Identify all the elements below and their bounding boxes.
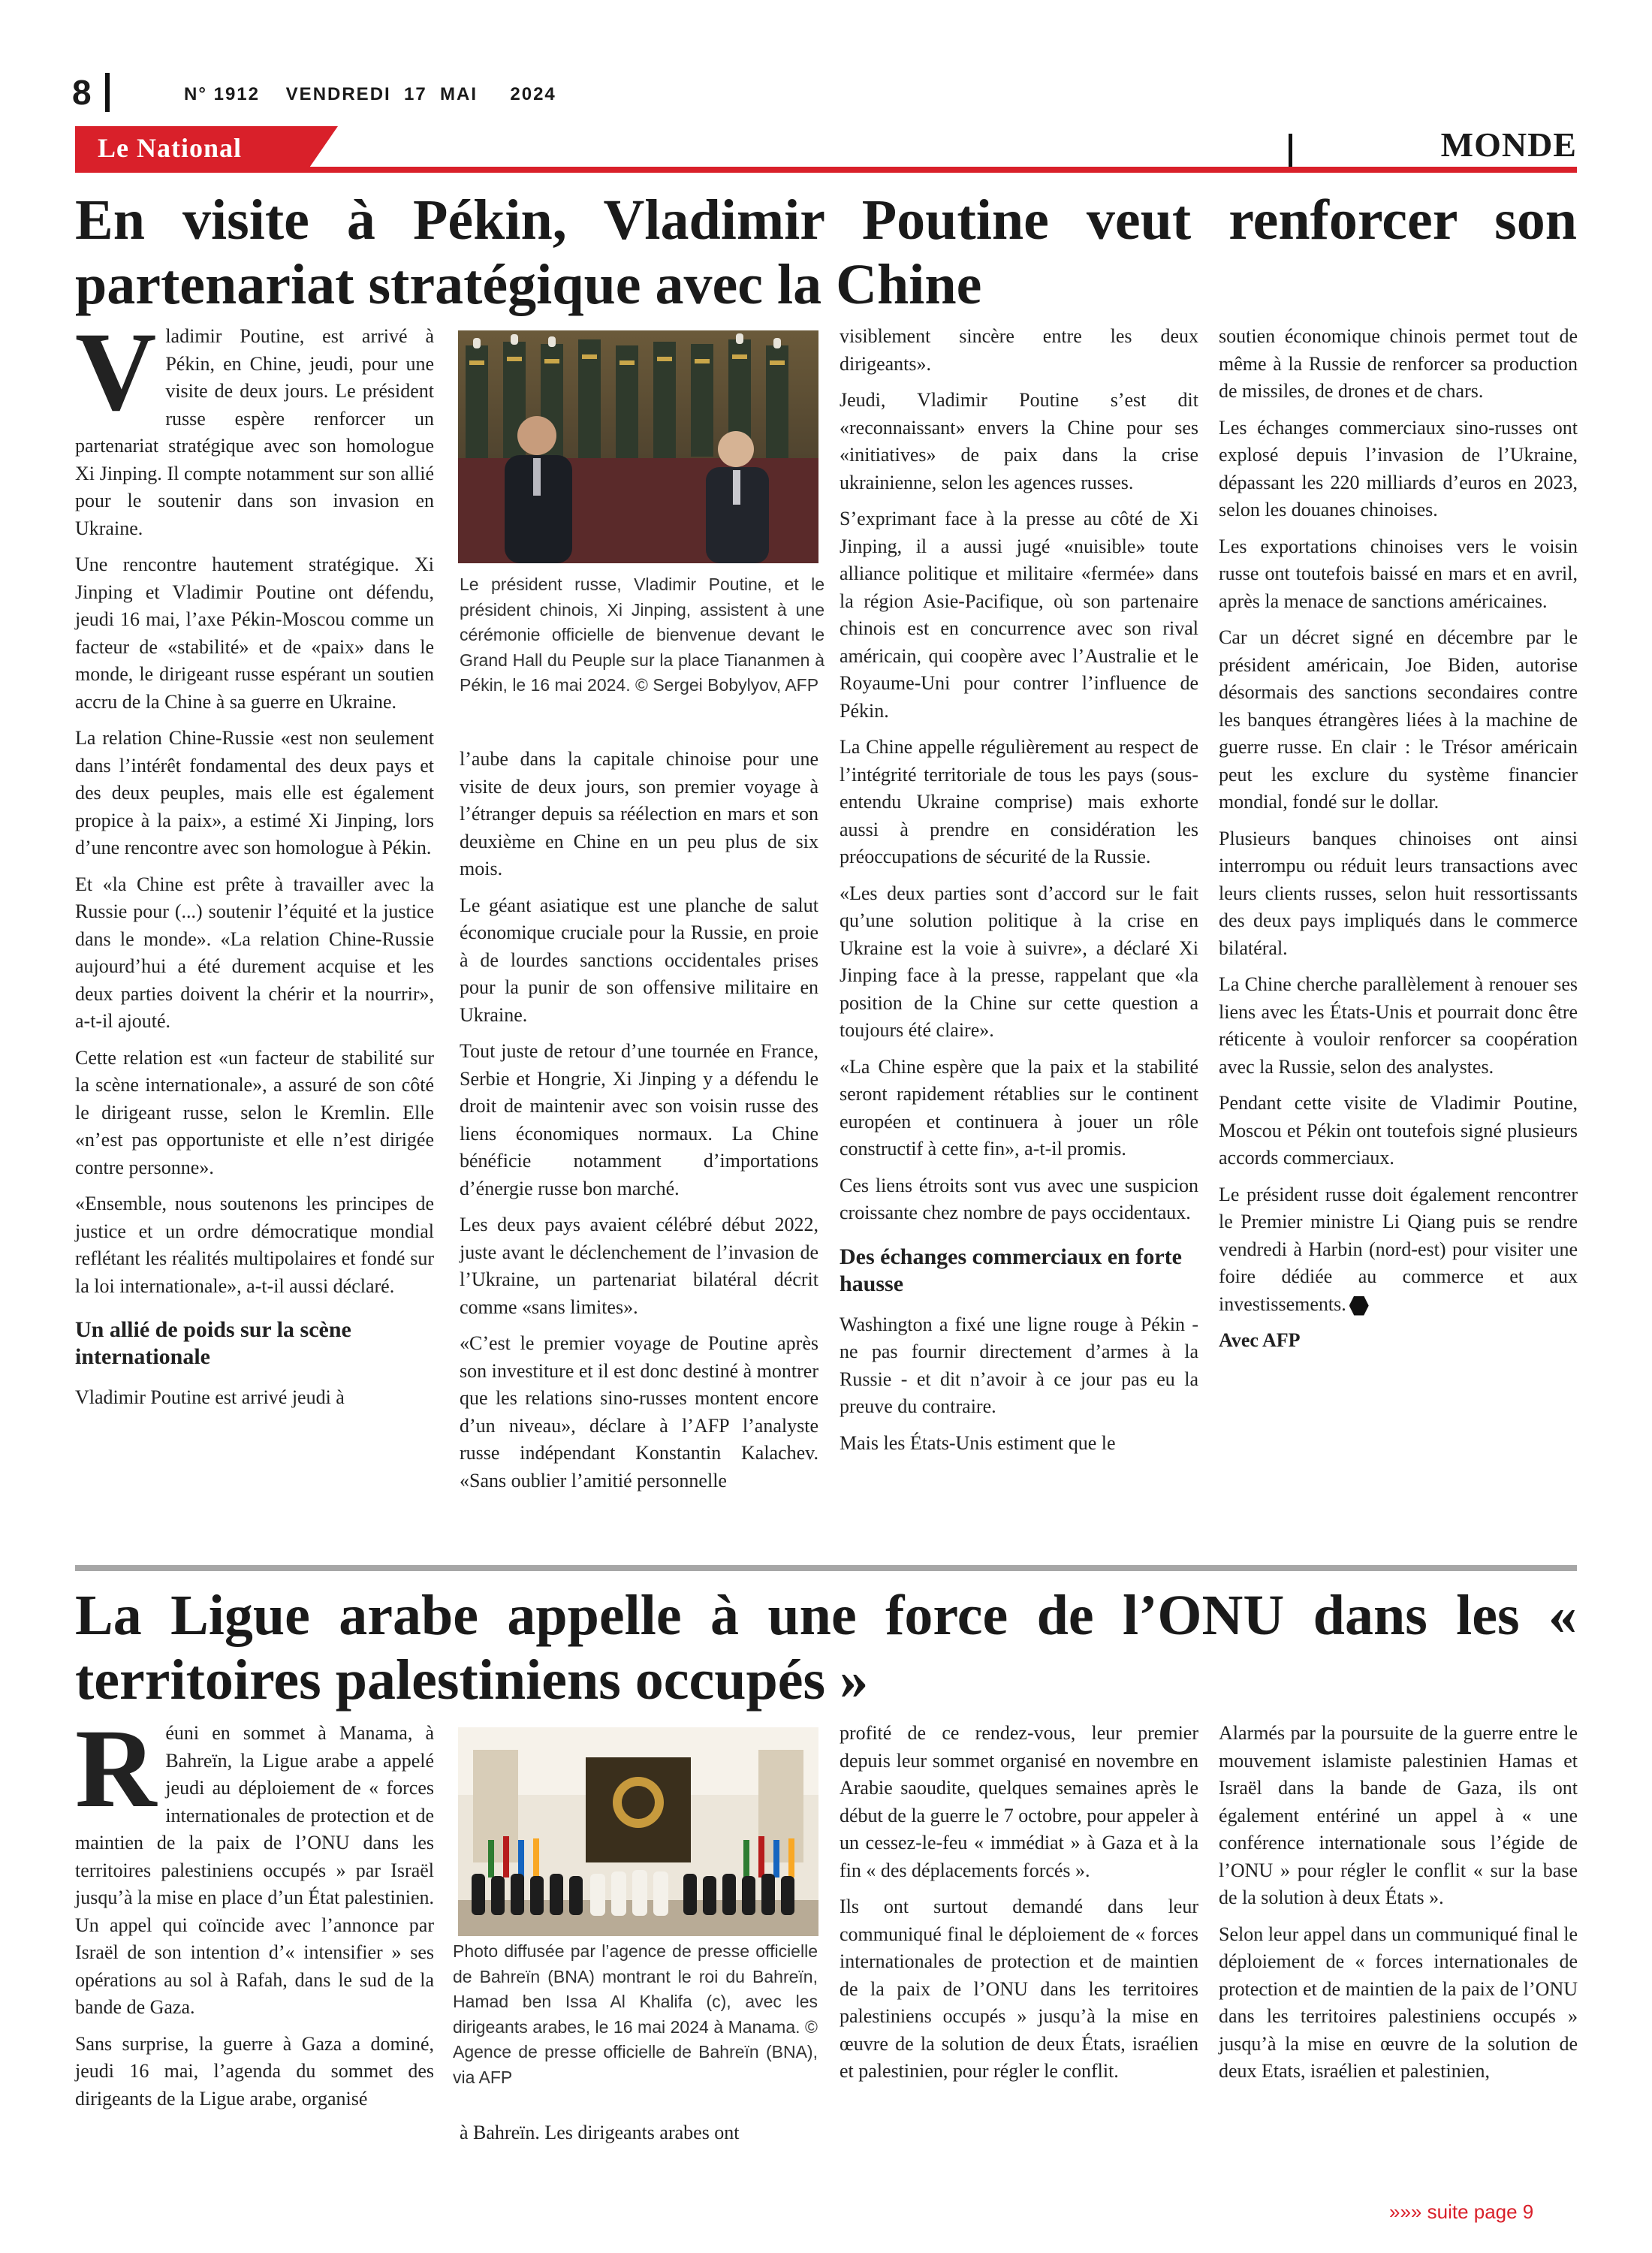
paragraph: Les échanges commerciaux sino-russes ont explosé depuis l’invasion de l’Ukraine, dépassant les 220 milliards d’euros en 2023, selon les douanes chinoises. <box>1219 416 1578 520</box>
paragraph: Le président russe doit également rencontrer le Premier ministre Li Qiang puis se rendre vendredi à Harbin (nord-est) pour visiter une foire dédiée au commerce et aux investissements. <box>1219 1183 1578 1315</box>
article2-column-4 <box>1219 1720 1578 2095</box>
brand-banner-tip <box>308 126 338 170</box>
paragraph: La Chine cherche parallèlement à renouer ses liens avec les États-Unis et pourrait donc être réticente à vouloir renforcer sa coopération avec la Russie, selon des analystes. <box>1219 973 1578 1078</box>
continued-on-page-link[interactable]: »»» suite page 9 <box>1389 2200 1534 2223</box>
paragraph: Selon leur appel dans un communiqué final le déploiement de « forces internationales de protection et de maintien de la paix de l’ONU dans les territoires palestiniens occupés » jusqu’à la mise en œuvre de la solution de deux Etats, israélien et palestinien, <box>1219 1923 1578 2082</box>
page-number: 8 <box>72 73 92 112</box>
article1-lead: Vladimir Poutine, est arrivé à Pékin, en Chine, jeudi, pour une visite de deux jours. Le président russe espère renforcer un partenariat stratégique avec son homologue Xi Jinping. Il compte notamment sur son allié pour le soutenir dans son invasion en Ukraine. <box>75 309 434 539</box>
paragraph: Jeudi, Vladimir Poutine s’est dit «reconnaissant» envers la Chine pour ses «initiatives» de paix dans la crise ukrainienne, selon les agences russes. <box>840 389 1198 493</box>
paragraph: «La Chine espère que la paix et la stabilité seront rapidement rétablies sur le continent européen et continuera à jouer un rôle constructif à cette fin», a-t-il promis. <box>840 1055 1198 1160</box>
paragraph: Pendant cette visite de Vladimir Poutine, Moscou et Pékin ont toutefois signé plusieurs accords commerciaux. <box>1219 1092 1578 1169</box>
ceremony-photo-illustration <box>458 330 818 563</box>
article2-headline: La Ligue arabe appelle à une force de l’ONU dans les « territoires palestiniens occupés » <box>75 1584 1577 1712</box>
paragraph: Ils ont surtout demandé dans leur communiqué final le déploiement de « forces internationales de protection et de maintien de la paix de l’ONU dans les territoires palestiniens occupés » jusqu’à la mise en œuvre de la solution de deux États, israélien et palestinien, pour régler le conflit. <box>840 1896 1198 2082</box>
article1-subhead-2: Des échanges commerciaux en forte hausse <box>840 1244 1182 1296</box>
paragraph: S’exprimant face à la presse au côté de Xi Jinping, il a aussi jugé «nuisible» toute alliance politique et militaire «fermée» dans la région Asie-Pacifique, où son partenaire chinois est en concurrence avec son rival américain, qui coopère avec l’Australie et le Royaume-Uni pour contrer l’influence de Pékin. <box>840 508 1198 722</box>
article1-column-2 <box>460 746 818 1504</box>
article2-photo <box>458 1727 818 1936</box>
paragraph: «Les deux parties sont d’accord sur le fait qu’une solution politique à la crise en Ukraine est la voie à suivre», a déclaré Xi Jinping face à la presse, rappelant que «la position de la Chine sur cette question a toujours été claire». <box>840 882 1198 1041</box>
paragraph: Mais les États-Unis estiment que le <box>840 1431 1116 1454</box>
header-rule <box>75 167 1577 173</box>
paragraph: Washington a fixé une ligne rouge à Pékin - ne pas fournir directement d’armes à la Russie - et dit n’avoir à ce jour pas eu la preuve du contraire. <box>840 1313 1198 1417</box>
article1-headline: En visite à Pékin, Vladimir Poutine veut renforcer son partenariat stratégique avec la Chine <box>75 189 1577 316</box>
paragraph: Le géant asiatique est une planche de salut économique cruciale pour la Russie, en proie à de lourdes sanctions occidentales prises pour la punir de son offensive militaire en Ukraine. <box>460 894 818 1026</box>
summit-photo-illustration <box>458 1727 818 1936</box>
paragraph: Et «la Chine est prête à travailler avec la Russie pour (...) soutenir l’équité et la justice dans le monde». «La relation Chine-Russie aujourd’hui a été durement acquise et les deux parties doivent la chérir et la nourrir», a-t-il ajouté. <box>75 873 434 1032</box>
article1-column-1 <box>75 309 434 1421</box>
section-name: MONDE <box>1440 125 1577 164</box>
paragraph: La Chine appelle régulièrement au respect de l’intégrité territoriale de tous les pays (sous-entendu Ukraine comprise) mais exhorte aussi à prendre en considération les préoccupations de sécurité de la Russie. <box>840 736 1198 867</box>
article1-subhead-1: Un allié de poids sur la scène internationale <box>75 1317 351 1369</box>
section-divider <box>1289 134 1292 167</box>
paragraph: Alarmés par la poursuite de la guerre entre le mouvement islamiste palestinien Hamas et Israël dans la bande de Gaza, ils ont également entériné un appel à « une conférence internationale sous l’égide de l’ONU » pour régler le conflit « sur la base de la solution à deux États ». <box>1219 1722 1578 1908</box>
article2-column-1 <box>75 1706 434 2122</box>
paragraph: Ces liens étroits sont vus avec une suspicion croissante chez nombre de pays occidentaux. <box>840 1174 1198 1223</box>
article1-author: Avec AFP <box>1219 1329 1301 1351</box>
article2-dropcap: R <box>75 1706 157 1831</box>
paragraph: Tout juste de retour d’une tournée en France, Serbie et Hongrie, Xi Jinping y a défendu le droit de maintenir avec son voisin russe des liens économiques normaux. La Chine bénéficie notamment d’importations d’énergie russe bon marché. <box>460 1040 818 1199</box>
paragraph: soutien économique chinois permet tout de même à la Russie de renforcer sa production de missiles, de drones et de chars. <box>1219 325 1578 402</box>
article-separator <box>75 1565 1577 1571</box>
article1-photo <box>458 330 818 563</box>
paragraph: Les exportations chinoises vers le voisin russe ont toutefois baissé en mars et en avril, après la menace de sanctions américaines. <box>1219 535 1578 612</box>
article2-photo-caption: Photo diffusée par l’agence de presse officielle de Bahreïn (BNA) montrant le roi du Bahreïn, Hamad ben Issa Al Khalifa (c), avec les dirigeants arabes, le 16 mai 2024 à Manama. © Agence de presse officielle de Bahreïn (BNA), via AFP <box>453 1941 818 2087</box>
issue-date <box>184 84 556 105</box>
paragraph: profité de ce rendez-vous, leur premier depuis leur sommet organisé en novembre en Arabie saoudite, quelques semaines après le début de la guerre le 7 octobre, pour appeler à un cessez-le-feu « immédiat » à Gaza et à la fin « des déplacements forcés ». <box>840 1722 1198 1881</box>
paragraph: Cette relation est «un facteur de stabilité sur la scène internationale», a assuré de son côté le dirigeant russe, selon le Kremlin. Elle «n’est pas opportuniste et elle n’est dirigée contre personne». <box>75 1046 434 1178</box>
paragraph: La relation Chine-Russie «est non seulement dans l’intérêt fondamental des deux pays et des deux peuples, mais elle est également propice à la paix», a estimé Xi Jinping, lors d’une rencontre avec son homologue à Pékin. <box>75 727 434 858</box>
article1-column-3 <box>840 323 1198 1466</box>
article1-column-4 <box>1219 323 1578 1364</box>
paragraph: Sans surprise, la guerre à Gaza a dominé, jeudi 16 mai, l’agenda du sommet des dirigeants de la Ligue arabe, organisé <box>75 2032 434 2110</box>
article1-photo-caption: Le président russe, Vladimir Poutine, et le président chinois, Xi Jinping, assistent à une cérémonie officielle de bienvenue devant le Grand Hall du Peuple sur la place Tiananmen à Pékin, le 16 mai 2024. © Sergei Bobylyov, AFP <box>460 575 824 695</box>
brand-name: Le National <box>98 133 243 163</box>
article2-column-3 <box>840 1720 1198 2095</box>
article1-dropcap: V <box>75 309 157 434</box>
paragraph: Vladimir Poutine est arrivé jeudi à <box>75 1386 345 1408</box>
paragraph: visiblement sincère entre les deux dirigeants». <box>840 325 1198 375</box>
paragraph: à Bahreïn. Les dirigeants arabes ont <box>460 2122 740 2143</box>
paragraph: l’aube dans la capitale chinoise pour une visite de deux jours, son premier voyage à l’étranger depuis sa réélection en mars et son deuxième en Chine en un peu plus de six mois. <box>460 748 818 879</box>
end-of-article-icon <box>1349 1296 1369 1316</box>
page-number-divider <box>105 73 110 112</box>
paragraph: «C’est le premier voyage de Poutine après son investiture et il est donc destiné à montrer que les relations sino-russes montent encore d’un niveau», déclare à l’AFP l’analyste russe indépendant Konstantin Kalachev. «Sans oublier l’amitié personnelle <box>460 1332 818 1491</box>
paragraph: Plusieurs banques chinoises ont ainsi interrompu ou réduit leurs transactions avec leurs clients russes, selon huit ressortissants des deux pays impliqués dans le commerce bilatéral. <box>1219 827 1578 959</box>
paragraph: Car un décret signé en décembre par le président américain, Joe Biden, autorise désormais des sanctions secondaires contre les banques étrangères liées à la machine de guerre russe. En clair : le Trésor américain peut les exclure du système financier mondial, fondé sur le dollar. <box>1219 626 1578 813</box>
publication-date: VENDREDI 17 MAI 2024 <box>285 84 556 104</box>
issue-number: N° 1912 <box>184 84 260 104</box>
article2-lead: Réuni en sommet à Manama, à Bahreïn, la Ligue arabe a appelé jeudi au déploiement de « forces internationales de protection et de maintien de la paix de l’ONU dans les territoires palestiniens occupés » par Israël jusqu’à la mise en place d’un État palestinien. Un appel qui coïncide avec l’annonce par Israël de son intention d’« intensifier » ses opérations au sol à Rafah, dans le sud de la bande de Gaza. <box>75 1706 434 2018</box>
article2-column-2 <box>460 2119 818 2156</box>
paragraph: Une rencontre hautement stratégique. Xi Jinping et Vladimir Poutine ont défendu, jeudi 16 mai, l’axe Pékin-Moscou comme un facteur de «stabilité» et de «paix» dans le monde, le dirigeant russe espérant un soutien accru de la Chine à sa guerre en Ukraine. <box>75 553 434 713</box>
paragraph: «Ensemble, nous soutenons les principes de justice et un ordre démocratique mondial reflétant les réalités multipolaires et fondé sur la loi internationale», a-t-il aussi déclaré. <box>75 1193 434 1297</box>
paragraph: Les deux pays avaient célébré début 2022, juste avant le déclenchement de l’invasion de l’Ukraine, un partenariat bilatéral décrit comme «sans limites». <box>460 1214 818 1318</box>
